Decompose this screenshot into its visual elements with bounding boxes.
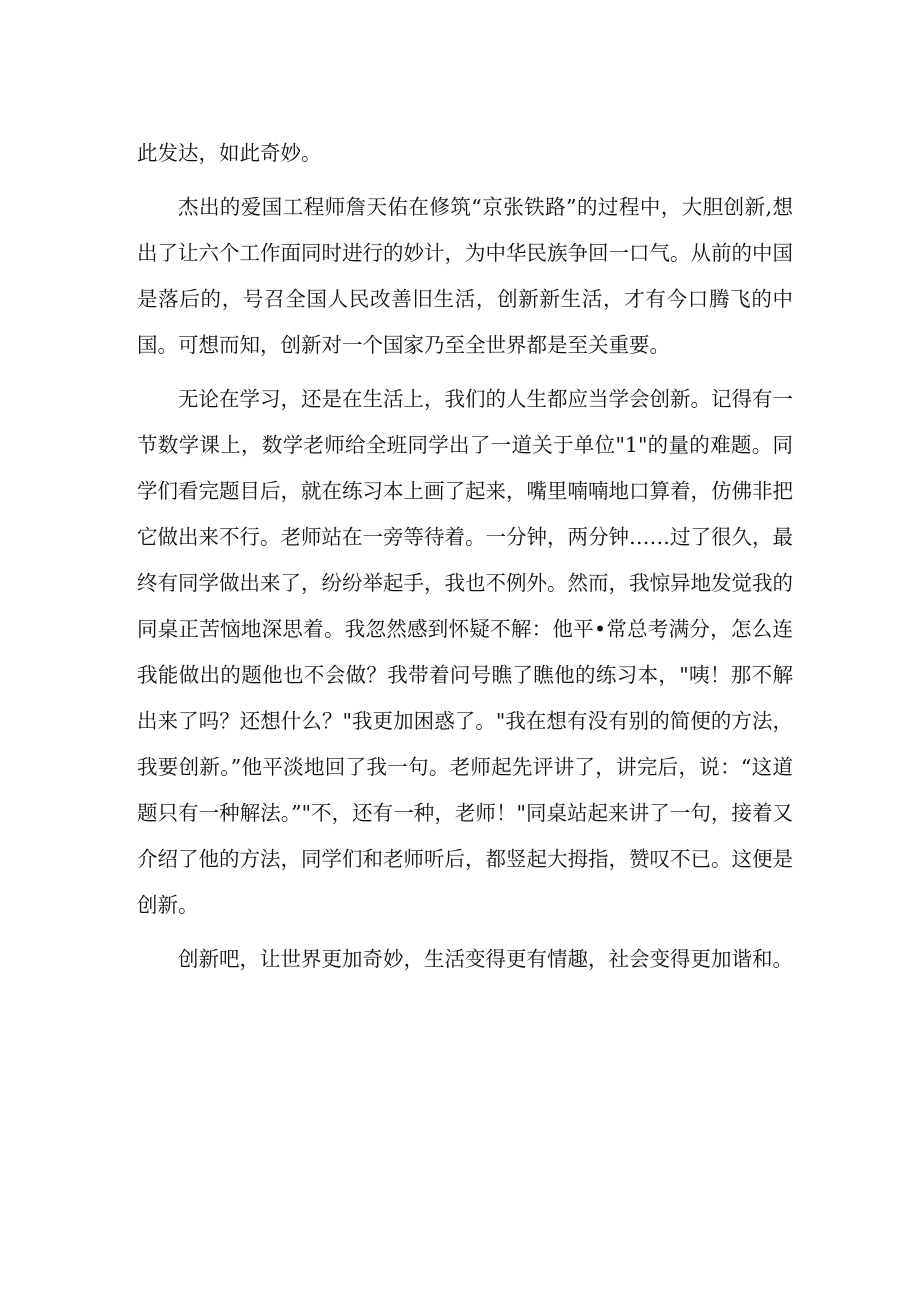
paragraph-math-class-story: 无论在学习，还是在生活上，我们的人生都应当学会创新。记得有一节数学课上，数学老师给全班同学出了一道关于单位"1"的量的难题。同学们看完题目后，就在练习本上画了起来，嘴里喃喃地口算着，仿佛非把它做出来不行。老师站在一旁等待着。一分钟，两分钟……过了很久，最终有同学做出来了，纷纷举起手，我也不例外。然而，我惊异地发觉我的同桌正苦恼地深思着。我忽然感到怀疑不解：他平•常总考满分，怎么连我能做出的题他也不会做？我带着问号瞧了瞧他的练习本，"咦！那不解出来了吗？还想什么？"我更加困惑了。"我在想有没有别的简便的方法，我要创新。”他平淡地回了我一句。老师起先评讲了，讲完后，说：“这道题只有一种解法。”"不，还有一种，老师！"同桌站起来讲了一句，接着又介绍了他的方法，同学们和老师听后，都竖起大拇指，赞叹不已。这便是创新。 bbox=[137, 387, 793, 917]
paragraph-zhan-tianyou: 杰出的爱国工程师詹天佑在修筑“京张铁路”的过程中，大胆创新,想出了让六个工作面同时进行的妙计，为中华民族争回一口气。从前的中国是落后的，号召全国人民改善旧生活，创新新生活，才有今口腾飞的中国。可想而知，创新对一个国家乃至全世界都是至关重要。 bbox=[137, 195, 793, 357]
paragraph-conclusion: 创新吧，让世界更加奇妙，生活变得更有情趣，社会变得更加谐和。 bbox=[178, 947, 793, 971]
paragraph-continuation: 此发达，如此奇妙。 bbox=[137, 141, 322, 165]
essay-body bbox=[137, 130, 793, 990]
